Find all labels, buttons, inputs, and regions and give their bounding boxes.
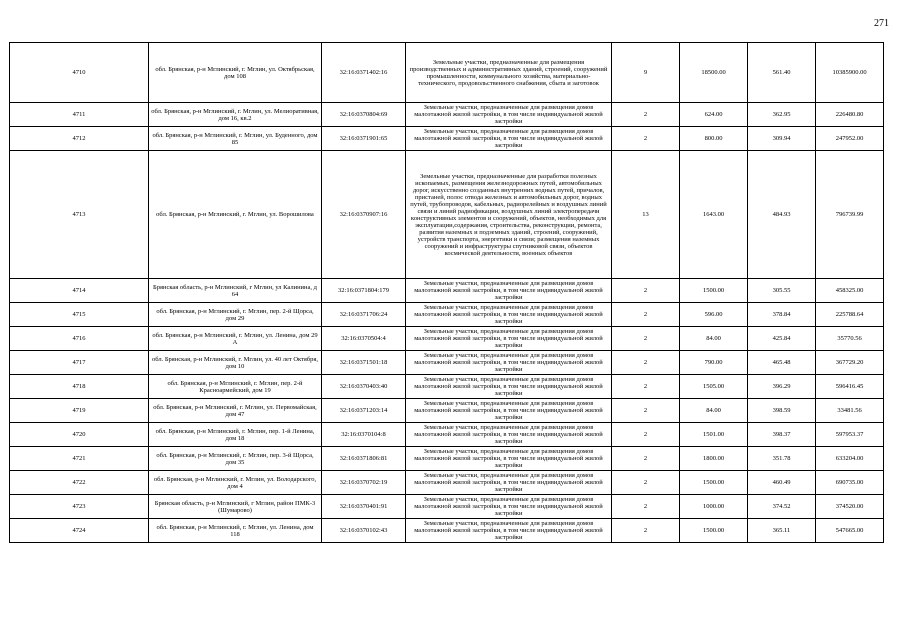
address-cell: обл. Брянская, р-н Мглинский, г. Мглин, пер. 1-й Ленина, дом 18	[149, 423, 322, 447]
cadastral-value-cell: 796739.99	[816, 151, 884, 279]
land-use-cell: Земельные участки, предназначенные для размещения домов малоэтажной жилой застройки, в том числе индивидуальной жилой застройки	[406, 303, 612, 327]
cadastral-value-table	[9, 42, 884, 543]
cadastral-number-cell: 32:16:0370102:43	[322, 519, 406, 543]
address-cell: обл. Брянская, р-н Мглинский, г. Мглин, ул. Буденного, дом 85	[149, 127, 322, 151]
table-row	[10, 399, 884, 423]
cadastral-number-cell: 32:16:0370702:19	[322, 471, 406, 495]
address-cell: обл. Брянская, р-н Мглинский, г. Мглин, ул. Ворошилова	[149, 151, 322, 279]
cadastral-value-cell: 33481.56	[816, 399, 884, 423]
area-cell: 1500.00	[680, 279, 748, 303]
address-cell: обл. Брянская, р-н Мглинский, г. Мглин, ул. 40 лет Октября, дом 10	[149, 351, 322, 375]
cadastral-value-cell: 633204.00	[816, 447, 884, 471]
area-cell: 1500.00	[680, 471, 748, 495]
land-use-cell: Земельные участки, предназначенные для размещения домов малоэтажной жилой застройки, в том числе индивидуальной жилой застройки	[406, 471, 612, 495]
cadastral-value-cell: 374520.00	[816, 495, 884, 519]
area-cell: 624.00	[680, 103, 748, 127]
specific-value-cell: 365.11	[748, 519, 816, 543]
specific-value-cell: 398.37	[748, 423, 816, 447]
specific-value-cell: 362.95	[748, 103, 816, 127]
specific-value-cell: 460.49	[748, 471, 816, 495]
record-number-cell: 4724	[10, 519, 149, 543]
land-use-cell: Земельные участки, предназначенные для размещения домов малоэтажной жилой застройки, в том числе индивидуальной жилой застройки	[406, 495, 612, 519]
record-number-cell: 4711	[10, 103, 149, 127]
record-number-cell: 4719	[10, 399, 149, 423]
address-cell: обл. Брянская, р-н Мглинский, г. Мглин, пер. 2-й Щорса, дом 29	[149, 303, 322, 327]
cadastral-number-cell: 32:16:0370401:91	[322, 495, 406, 519]
land-use-cell: Земельные участки, предназначенные для размещения домов малоэтажной жилой застройки, в том числе индивидуальной жилой застройки	[406, 279, 612, 303]
cadastral-number-cell: 32:16:0370403:40	[322, 375, 406, 399]
cadastral-value-cell: 458325.00	[816, 279, 884, 303]
page-number: 271	[874, 18, 889, 29]
specific-value-cell: 425.84	[748, 327, 816, 351]
table-row	[10, 151, 884, 279]
address-cell: Брянская область, р-н Мглинский, г Мглин, район ПМК-3 (Шумарово)	[149, 495, 322, 519]
cadastral-number-cell: 32:16:0371806:81	[322, 447, 406, 471]
specific-value-cell: 374.52	[748, 495, 816, 519]
cadastral-value-cell: 597953.37	[816, 423, 884, 447]
area-cell: 790.00	[680, 351, 748, 375]
area-cell: 1501.00	[680, 423, 748, 447]
cadastral-number-cell: 32:16:0370104:8	[322, 423, 406, 447]
specific-value-cell: 398.59	[748, 399, 816, 423]
land-use-cell: Земельные участки, предназначенные для размещения домов малоэтажной жилой застройки, в том числе индивидуальной жилой застройки	[406, 327, 612, 351]
land-use-cell: Земельные участки, предназначенные для размещения домов малоэтажной жилой застройки, в том числе индивидуальной жилой застройки	[406, 423, 612, 447]
land-use-cell: Земельные участки, предназначенные для размещения домов малоэтажной жилой застройки, в том числе индивидуальной жилой застройки	[406, 519, 612, 543]
cadastral-number-cell: 32:16:0371901:65	[322, 127, 406, 151]
address-cell: обл. Брянская, р-н Мглинский, г. Мглин, пер. 3-й Щорса, дом 35	[149, 447, 322, 471]
table-row	[10, 423, 884, 447]
record-number-cell: 4718	[10, 375, 149, 399]
cadastral-value-cell: 226480.80	[816, 103, 884, 127]
table-row	[10, 279, 884, 303]
record-number-cell: 4714	[10, 279, 149, 303]
table-row	[10, 303, 884, 327]
cadastral-number-cell: 32:16:0371402:16	[322, 43, 406, 103]
cadastral-value-cell: 10385900.00	[816, 43, 884, 103]
address-cell: обл. Брянская, р-н Мглинский, г. Мглин, ул. Мелиоративная, дом 16, кв.2	[149, 103, 322, 127]
specific-value-cell: 309.94	[748, 127, 816, 151]
area-cell: 596.00	[680, 303, 748, 327]
table-row	[10, 127, 884, 151]
record-number-cell: 4720	[10, 423, 149, 447]
land-use-cell: Земельные участки, предназначенные для размещения домов малоэтажной жилой застройки, в том числе индивидуальной жилой застройки	[406, 351, 612, 375]
use-group-cell: 2	[612, 447, 680, 471]
use-group-cell: 2	[612, 495, 680, 519]
cadastral-value-cell: 225788.64	[816, 303, 884, 327]
cadastral-value-cell: 690735.00	[816, 471, 884, 495]
area-cell: 18500.00	[680, 43, 748, 103]
use-group-cell: 2	[612, 399, 680, 423]
land-use-cell: Земельные участки, предназначенные для размещения домов малоэтажной жилой застройки, в том числе индивидуальной жилой застройки	[406, 399, 612, 423]
record-number-cell: 4717	[10, 351, 149, 375]
specific-value-cell: 484.93	[748, 151, 816, 279]
address-cell: обл. Брянская, р-н Мглинский, г. Мглин, ул. Первомайская, дом 47	[149, 399, 322, 423]
use-group-cell: 2	[612, 351, 680, 375]
use-group-cell: 2	[612, 279, 680, 303]
table-row	[10, 103, 884, 127]
land-use-cell: Земельные участки, предназначенные для размещения домов малоэтажной жилой застройки, в том числе индивидуальной жилой застройки	[406, 103, 612, 127]
land-use-cell: Земельные участки, предназначенные для размещения домов малоэтажной жилой застройки, в том числе индивидуальной жилой застройки	[406, 127, 612, 151]
use-group-cell: 2	[612, 327, 680, 351]
table-row	[10, 519, 884, 543]
cadastral-number-cell: 32:16:0370907:16	[322, 151, 406, 279]
area-cell: 84.00	[680, 399, 748, 423]
table-row	[10, 327, 884, 351]
area-cell: 800.00	[680, 127, 748, 151]
specific-value-cell: 378.84	[748, 303, 816, 327]
cadastral-value-cell: 35770.56	[816, 327, 884, 351]
area-cell: 1000.00	[680, 495, 748, 519]
specific-value-cell: 351.78	[748, 447, 816, 471]
use-group-cell: 2	[612, 303, 680, 327]
record-number-cell: 4722	[10, 471, 149, 495]
table-row	[10, 43, 884, 103]
cadastral-value-cell: 596416.45	[816, 375, 884, 399]
record-number-cell: 4710	[10, 43, 149, 103]
table-row	[10, 351, 884, 375]
use-group-cell: 2	[612, 471, 680, 495]
cadastral-number-cell: 32:16:0371203:14	[322, 399, 406, 423]
use-group-cell: 9	[612, 43, 680, 103]
record-number-cell: 4723	[10, 495, 149, 519]
specific-value-cell: 561.40	[748, 43, 816, 103]
cadastral-number-cell: 32:16:0371706:24	[322, 303, 406, 327]
land-use-cell: Земельные участки, предназначенные для размещения производственных и административных зданий, строений, сооружений промышленности, коммунального хозяйства, материально-технического, продовольственного снабжения, сбыта и заготовок	[406, 43, 612, 103]
table-row	[10, 375, 884, 399]
use-group-cell: 2	[612, 375, 680, 399]
use-group-cell: 2	[612, 103, 680, 127]
table-row	[10, 447, 884, 471]
cadastral-number-cell: 32:16:0370804:69	[322, 103, 406, 127]
table-row	[10, 471, 884, 495]
use-group-cell: 2	[612, 519, 680, 543]
record-number-cell: 4713	[10, 151, 149, 279]
address-cell: обл. Брянская, р-н Мглинский, г. Мглин, ул. Ленина, дом 29 А	[149, 327, 322, 351]
area-cell: 1500.00	[680, 519, 748, 543]
specific-value-cell: 465.48	[748, 351, 816, 375]
area-cell: 1800.00	[680, 447, 748, 471]
land-use-cell: Земельные участки, предназначенные для размещения домов малоэтажной жилой застройки, в том числе индивидуальной жилой застройки	[406, 375, 612, 399]
record-number-cell: 4716	[10, 327, 149, 351]
land-use-cell: Земельные участки, предназначенные для разработки полезных ископаемых, размещения железнодорожных путей, автомобильных дорог, искусственно созданных внутренних водных путей, причалов, пристаней, полос отвода железных и автомобильных дорог, водных путей, трубопроводов, кабельных, радиорелейных и воздушных линий связи и линий радиофикации, воздушных линий электропередачи конструктивных элементов и сооружений, объектов, необходимых для эксплуатации,содержания, строительства, реконструкции, ремонта, развития наземных и подземных зданий, строений, сооружений, устройств транспорта, энергетики и связи; размещения наземных сооружений и инфраструктуры спутниковой связи, объектов космической деятельности, военных объектов	[406, 151, 612, 279]
record-number-cell: 4721	[10, 447, 149, 471]
use-group-cell: 2	[612, 423, 680, 447]
area-cell: 84.00	[680, 327, 748, 351]
cadastral-value-cell: 247952.00	[816, 127, 884, 151]
area-cell: 1643.00	[680, 151, 748, 279]
address-cell: Брянская область, р-н Мглинский, г Мглин, ул Калинина, д 64	[149, 279, 322, 303]
land-use-cell: Земельные участки, предназначенные для размещения домов малоэтажной жилой застройки, в том числе индивидуальной жилой застройки	[406, 447, 612, 471]
cadastral-number-cell: 32:16:0371804:179	[322, 279, 406, 303]
area-cell: 1505.00	[680, 375, 748, 399]
specific-value-cell: 396.29	[748, 375, 816, 399]
use-group-cell: 13	[612, 151, 680, 279]
record-number-cell: 4715	[10, 303, 149, 327]
address-cell: обл. Брянская, р-н Мглинский, г. Мглин, ул. Октябрьская, дом 108	[149, 43, 322, 103]
record-number-cell: 4712	[10, 127, 149, 151]
cadastral-value-cell: 367729.20	[816, 351, 884, 375]
use-group-cell: 2	[612, 127, 680, 151]
address-cell: обл. Брянская, р-н Мглинский, г. Мглин, ул. Ленина, дом 118	[149, 519, 322, 543]
cadastral-number-cell: 32:16:0371501:18	[322, 351, 406, 375]
cadastral-number-cell: 32:16:0370504:4	[322, 327, 406, 351]
cadastral-value-cell: 547665.00	[816, 519, 884, 543]
table-row	[10, 495, 884, 519]
specific-value-cell: 305.55	[748, 279, 816, 303]
address-cell: обл. Брянская, р-н Мглинский, г. Мглин, пер. 2-й Красноармейский, дом 19	[149, 375, 322, 399]
address-cell: обл. Брянская, р-н Мглинский, г. Мглин, ул. Володарского, дом 4	[149, 471, 322, 495]
